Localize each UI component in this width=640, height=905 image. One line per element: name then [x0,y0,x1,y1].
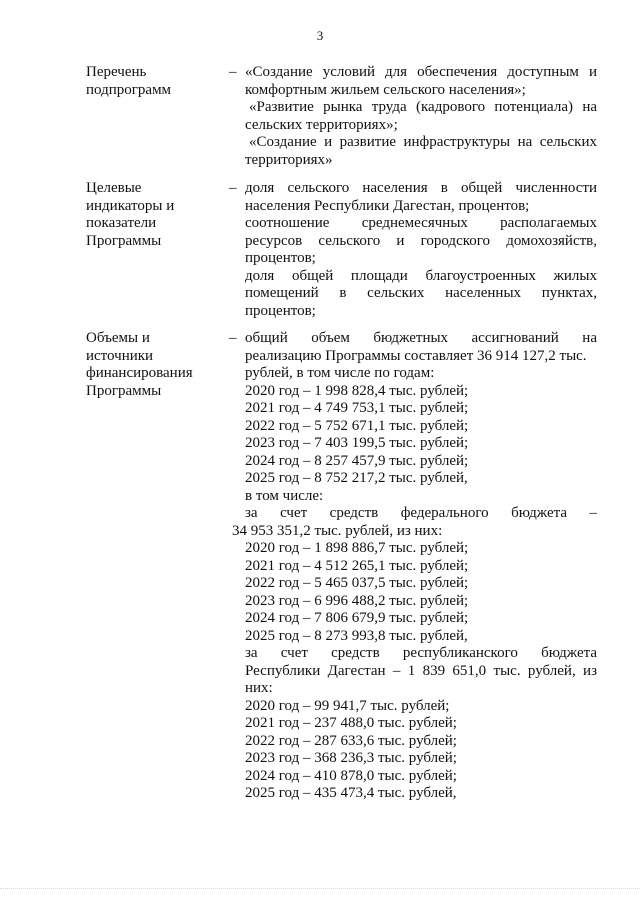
text-line: 2023 год – 368 236,3 тыс. рублей; [245,750,457,766]
text-line: процентов; [245,250,316,266]
section-content [245,64,597,169]
text-line: 2023 год – 6 996 488,2 тыс. рублей; [245,592,469,609]
text-line: 2020 год – 1 998 828,4 тыс. рублей; [245,382,469,399]
text-line: 2025 год – 8 752 217,2 тыс. рублей, [245,470,468,486]
text-line: ресурсов сельского и городского домохозяйств, [245,232,597,249]
text-line: сельских территориях»; [245,116,398,133]
text-line: доля общей площади благоустроенных жилых [245,267,597,284]
section-label [86,180,226,250]
text-line: 2020 год – 99 941,7 тыс. рублей; [245,697,450,714]
text-line: помещений в сельских населенных пунктах, [245,285,597,301]
text-line: 2024 год – 410 878,0 тыс. рублей; [245,767,457,784]
text-line: 2020 год – 1 898 886,7 тыс. рублей; [245,540,469,556]
dash: – [229,180,237,196]
text-line: населения Республики Дагестан, процентов; [245,197,530,214]
text-line: 2022 год – 5 465 037,5 тыс. рублей; [245,575,469,591]
text-line: «Развитие рынка труда (кадрового потенциала) на [249,99,597,115]
section-label [86,64,226,99]
text-line: процентов; [245,302,316,319]
text-line: за счет средств федерального бюджета – [245,505,597,521]
text-line: общий объем бюджетных ассигнований на [245,330,597,346]
text-line: 2025 год – 8 273 993,8 тыс. рублей, [245,627,468,644]
text-line: 2021 год – 237 488,0 тыс. рублей; [245,715,457,731]
text-line: 2023 год – 7 403 199,5 тыс. рублей; [245,435,469,451]
text-line: Республики Дагестан – 1 839 651,0 тыс. рублей, из [245,662,597,679]
section-content [245,180,597,320]
text-line: доля сельского населения в общей численности [245,180,597,196]
text-line: рублей, в том числе по годам: [245,365,435,381]
text-line: «Создание и развитие инфраструктуры на сельских [249,134,597,150]
text-line: комфортным жильем сельского населения»; [245,81,526,98]
dash: – [229,64,237,80]
section-content [232,330,597,803]
label-line: Целевые [86,180,142,196]
page-number: 3 [316,28,324,43]
label-line: источники [86,347,154,364]
label-line: Программы [86,232,162,249]
scan-edge-divider [0,888,640,889]
dash: – [229,330,237,346]
text-line: 34 953 351,2 тыс. рублей, из них: [232,522,443,539]
section-label [86,330,226,400]
text-line: реализацию Программы составляет 36 914 127,2 тыс. [245,347,587,364]
text-line: территориях» [245,151,333,168]
text-line: них: [245,680,273,696]
text-line: «Создание условий для обеспечения доступным и [245,64,597,80]
label-line: подпрограмм [86,81,172,98]
text-line: 2022 год – 287 633,6 тыс. рублей; [245,732,457,749]
text-line: 2021 год – 4 512 265,1 тыс. рублей; [245,557,469,574]
label-line: финансирования [86,365,193,381]
label-line: Программы [86,382,162,399]
text-line: 2025 год – 435 473,4 тыс. рублей, [245,785,457,801]
text-line: 2024 год – 8 257 457,9 тыс. рублей; [245,452,469,469]
label-line: Объемы и [86,330,150,346]
text-line: 2024 год – 7 806 679,9 тыс. рублей; [245,610,469,626]
label-line: показатели [86,215,157,231]
label-line: индикаторы и [86,197,175,214]
label-line: Перечень [86,64,147,80]
text-line: 2021 год – 4 749 753,1 тыс. рублей; [245,400,469,416]
text-line: 2022 год – 5 752 671,1 тыс. рублей; [245,417,469,434]
text-line: соотношение среднемесячных располагаемых [245,215,597,231]
text-line: в том числе: [245,487,324,504]
text-line: за счет средств республиканского бюджета [245,645,597,661]
